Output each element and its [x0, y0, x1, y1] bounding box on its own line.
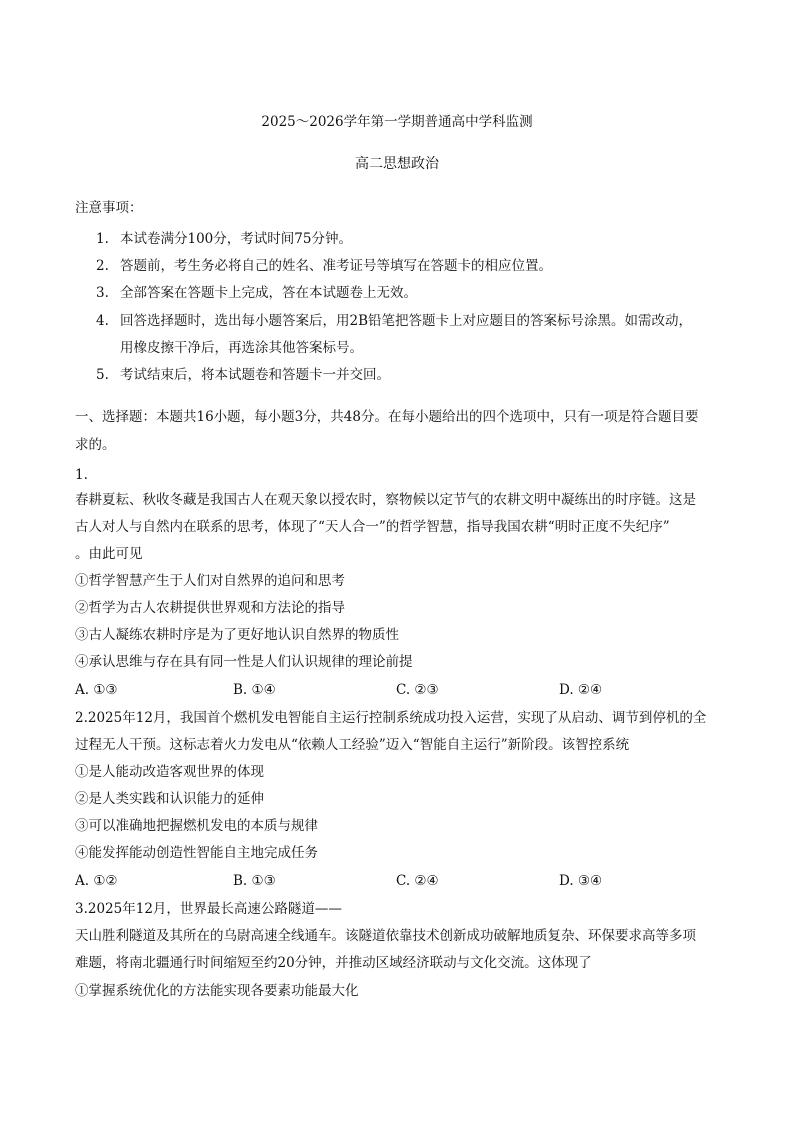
- question-statement: ②是人类实践和认识能力的延伸: [75, 791, 264, 807]
- notice-item-number: 3.: [96, 285, 109, 301]
- answer-option-b: B. ①④: [233, 682, 276, 698]
- question-stem-line: 过程无人干预。这标志着火力发电从“依赖人工经验”迈入“智能自主运行”新阶段。该智控系统: [75, 737, 630, 753]
- exam-subject: 高二思想政治: [355, 156, 439, 172]
- question-statement: ①哲学智慧产生于人们对自然界的追问和思考: [75, 573, 345, 589]
- question-statement: ④承认思维与存在具有同一性是人们认识规律的理论前提: [75, 654, 413, 670]
- notice-item-number: 2.: [96, 258, 109, 274]
- question-stem-line: 春耕夏耘、秋收冬藏是我国古人在观天象以授农时，察物候以定节气的农耕文明中凝练出的时序链。这是: [75, 492, 696, 508]
- question-statement: ②哲学为古人农耕提供世界观和方法论的指导: [75, 600, 345, 616]
- question-stem-line: 古人对人与自然内在联系的思考，体现了“天人合一”的哲学智慧，指导我国农耕“明时正度不失纪序”: [75, 519, 670, 535]
- answer-option-a: A. ①③: [75, 682, 118, 698]
- question-stem-line: 难题，将南北疆通行时间缩短至约20分钟，并推动区域经济联动与文化交流。这体现了: [75, 955, 592, 971]
- question-stem-line: 2.2025年12月，我国首个燃机发电智能自主运行控制系统成功投入运营，实现了从启动、调节到停机的全: [75, 710, 707, 726]
- question-stem-line: 。由此可见: [75, 546, 143, 562]
- question-number: 1.: [75, 467, 88, 483]
- answer-option-c: C. ②④: [396, 873, 439, 889]
- question-statement: ④能发挥能动创造性智能自主地完成任务: [75, 845, 318, 861]
- question-statement: ①掌握系统优化的方法能实现各要素功能最大化: [75, 983, 359, 999]
- section-heading: 一、选择题：本题共16小题，每小题3分，共48分。在每小题给出的四个选项中，只有一项是符合题目要: [75, 409, 699, 425]
- question-stem-line: 天山胜利隧道及其所在的乌尉高速全线通车。该隧道依靠技术创新成功破解地质复杂、环保要求高等多项: [75, 928, 696, 944]
- answer-option-a: A. ①②: [75, 873, 118, 889]
- question-statement: ①是人能动改造客观世界的体现: [75, 764, 264, 780]
- notice-item-text: 本试卷满分100分，考试时间75分钟。: [120, 231, 352, 247]
- question-stem-line: 3.2025年12月，世界最长高速公路隧道——: [75, 901, 342, 917]
- answer-option-b: B. ①③: [233, 873, 276, 889]
- question-statement: ③可以准确地把握燃机发电的本质与规律: [75, 818, 318, 834]
- notice-item-text-continued: 用橡皮擦干净后，再选涂其他答案标号。: [120, 340, 363, 356]
- notice-item-number: 1.: [96, 231, 109, 247]
- question-statement: ③古人凝练农耕时序是为了更好地认识自然界的物质性: [75, 627, 399, 643]
- section-heading-continued: 求的。: [75, 437, 116, 453]
- answer-option-c: C. ②③: [396, 682, 439, 698]
- exam-title: 2025～2026学年第一学期普通高中学科监测: [261, 114, 533, 130]
- answer-option-d: D. ②④: [559, 682, 603, 698]
- notice-item-number: 5.: [96, 367, 109, 383]
- notice-item-number: 4.: [96, 313, 109, 329]
- answer-option-d: D. ③④: [559, 873, 603, 889]
- notice-heading: 注意事项：: [75, 200, 143, 216]
- notice-item-text: 考试结束后，将本试题卷和答题卡一并交回。: [120, 367, 390, 383]
- notice-item-text: 回答选择题时，选出每小题答案后，用2B铅笔把答题卡上对应题目的答案标号涂黑。如需改动，: [120, 313, 693, 329]
- notice-item-text: 全部答案在答题卡上完成，答在本试题卷上无效。: [120, 285, 417, 301]
- notice-item-text: 答题前，考生务必将自己的姓名、准考证号等填写在答题卡的相应位置。: [120, 258, 552, 274]
